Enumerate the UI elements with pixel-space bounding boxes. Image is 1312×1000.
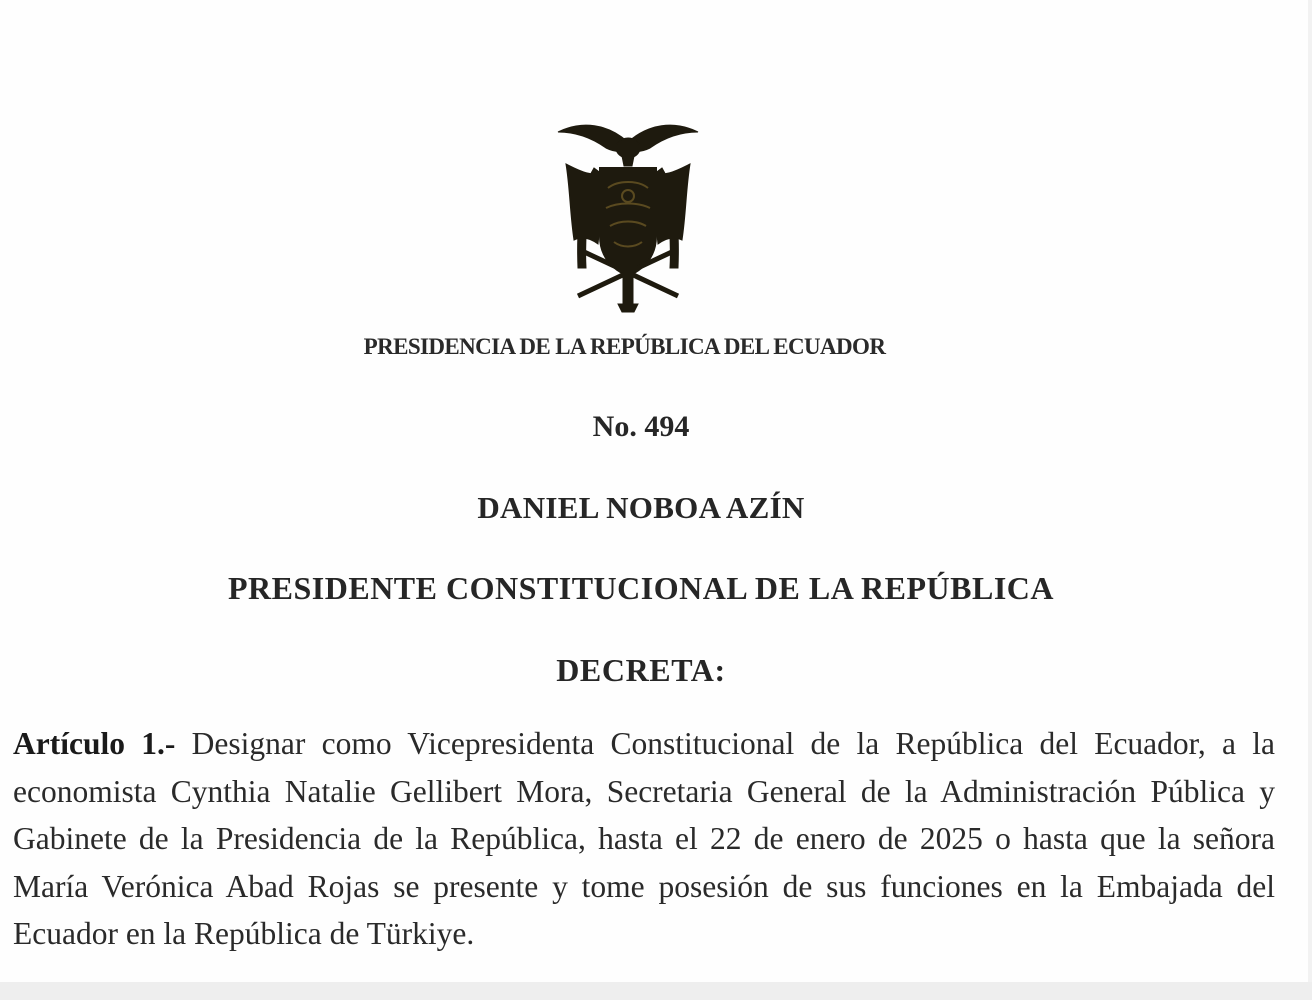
- article-label: Artículo 1.-: [13, 726, 176, 761]
- president-title: PRESIDENTE CONSTITUCIONAL DE LA REPÚBLICA: [227, 570, 1054, 606]
- decreta-heading: DECRETA:: [556, 652, 726, 688]
- article-1: [13, 720, 1275, 958]
- president-name: DANIEL NOBOA AZÍN: [477, 490, 805, 525]
- coat-of-arms-icon: [548, 118, 708, 313]
- institution-header: PRESIDENCIA DE LA REPÚBLICA DEL ECUADOR: [363, 334, 886, 359]
- decree-number: No. 494: [592, 410, 690, 443]
- article-text: Designar como Vicepresidenta Constitucional de la República del Ecuador, a la economista Cynthia Natalie Gellibert Mora, Secretaria General de la Administración Pública y Gabinete de la Presidencia de la República, hasta el 22 de enero de 2025 o hasta que la señora María Verónica Abad Rojas se presente y tome posesión de sus funciones en la Embajada del Ecuador en la República de Türkiye.: [13, 726, 1276, 951]
